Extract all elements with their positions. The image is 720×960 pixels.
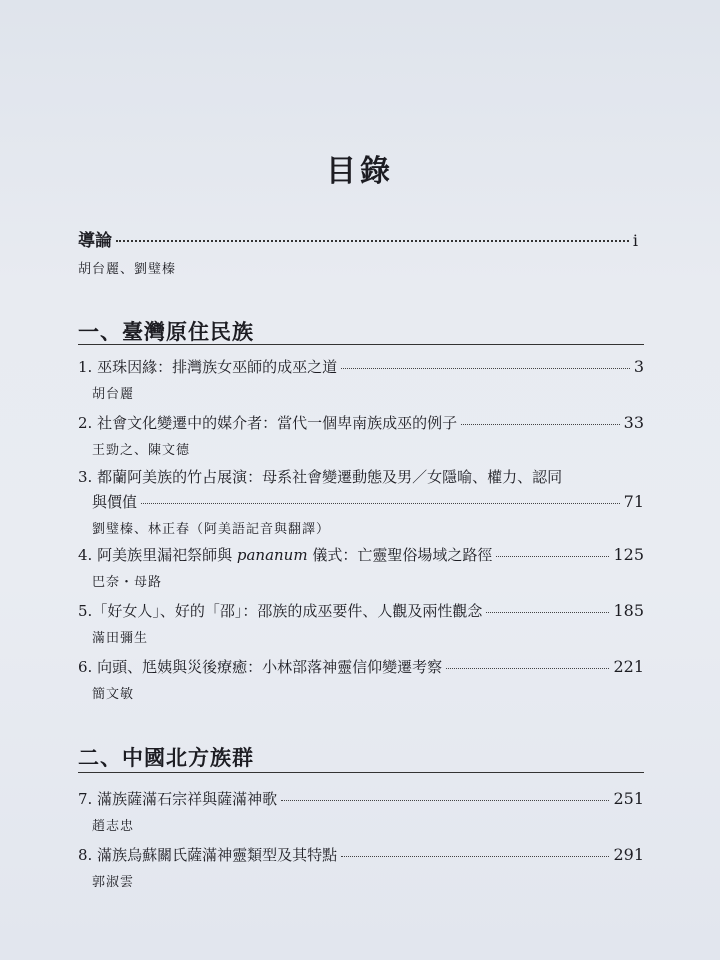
entry-title: 社會文化變遷中的媒介者：當代一個卑南族成巫的例子 bbox=[97, 414, 458, 432]
entry-title: 「好女人」、好的「邵」：邵族的成巫要件、人觀及兩性觀念 bbox=[92, 602, 483, 620]
dot-leader bbox=[281, 800, 609, 801]
toc-entry-7 bbox=[78, 788, 644, 834]
toc-entry-5 bbox=[78, 600, 644, 646]
entry-title-line-2: 與價值 bbox=[92, 493, 138, 511]
entry-title: 巫珠因緣：排灣族女巫師的成巫之道 bbox=[97, 358, 338, 376]
entry-page-number: 185 bbox=[613, 601, 644, 620]
dot-leader bbox=[341, 368, 630, 369]
section-heading-1: 一、臺灣原住民族 bbox=[78, 319, 254, 344]
entry-title-post: 儀式：亡靈聖俗場域之路徑 bbox=[307, 546, 493, 564]
toc-entry-1 bbox=[78, 356, 644, 402]
entry-title: 向頭、尪姨與災後療癒：小林部落神靈信仰變遷考察 bbox=[97, 658, 443, 676]
entry-number: 8. bbox=[78, 846, 93, 864]
dot-leader bbox=[116, 240, 629, 242]
dot-leader bbox=[496, 556, 609, 557]
entry-number: 4. bbox=[78, 546, 93, 564]
toc-intro-entry bbox=[78, 226, 638, 251]
toc-entry-4 bbox=[78, 544, 644, 590]
toc-entry-6 bbox=[78, 656, 644, 702]
entry-title-term: pananum bbox=[236, 546, 308, 564]
section-heading-2: 二、中國北方族群 bbox=[78, 745, 254, 770]
entry-number: 3. bbox=[78, 468, 93, 486]
entry-page-number: 71 bbox=[623, 492, 644, 511]
intro-page-number: i bbox=[632, 231, 638, 250]
entry-page-number: 33 bbox=[623, 413, 644, 432]
entry-number: 6. bbox=[78, 658, 93, 676]
entry-page-number: 221 bbox=[613, 657, 644, 676]
entry-author: 簡文敏 bbox=[92, 687, 135, 702]
page-title: 目錄 bbox=[326, 154, 394, 189]
entry-page-number: 251 bbox=[613, 789, 644, 808]
dot-leader bbox=[461, 424, 620, 425]
dot-leader bbox=[446, 668, 609, 669]
entry-author: 巴奈・母路 bbox=[92, 575, 163, 590]
entry-author: 趙志忠 bbox=[92, 819, 135, 834]
entry-number: 5. bbox=[78, 602, 93, 620]
entry-author: 郭淑雲 bbox=[92, 875, 135, 890]
entry-number: 7. bbox=[78, 790, 93, 808]
entry-title-line-1: 都蘭阿美族的竹占展演：母系社會變遷動態及男／女隱喻、權力、認同 bbox=[97, 468, 563, 486]
intro-label: 導論 bbox=[78, 231, 112, 251]
toc-entry-3 bbox=[78, 466, 644, 537]
entry-page-number: 125 bbox=[613, 545, 644, 564]
entry-title: 滿族烏蘇關氏薩滿神靈類型及其特點 bbox=[97, 846, 338, 864]
entry-number: 2. bbox=[78, 414, 93, 432]
entry-title: 滿族薩滿石宗祥與薩滿神歌 bbox=[97, 790, 278, 808]
section-rule-1 bbox=[78, 344, 644, 345]
dot-leader bbox=[141, 503, 620, 504]
dot-leader bbox=[341, 856, 609, 857]
entry-author: 滿田彌生 bbox=[92, 631, 149, 646]
entry-author: 胡台麗 bbox=[92, 387, 135, 402]
entry-author: 劉璧榛、林正春（阿美語記音與翻譯） bbox=[92, 522, 331, 537]
toc-entry-2 bbox=[78, 412, 644, 458]
entry-author: 王勁之、陳文德 bbox=[92, 443, 191, 458]
section-rule-2 bbox=[78, 772, 644, 773]
entry-page-number: 3 bbox=[633, 357, 644, 376]
dot-leader bbox=[486, 612, 609, 613]
entry-number: 1. bbox=[78, 358, 93, 376]
entry-title-pre: 阿美族里漏祀祭師與 bbox=[97, 546, 237, 564]
intro-author: 胡台麗、劉璧榛 bbox=[78, 262, 177, 277]
toc-entry-8 bbox=[78, 844, 644, 890]
entry-page-number: 291 bbox=[613, 845, 644, 864]
